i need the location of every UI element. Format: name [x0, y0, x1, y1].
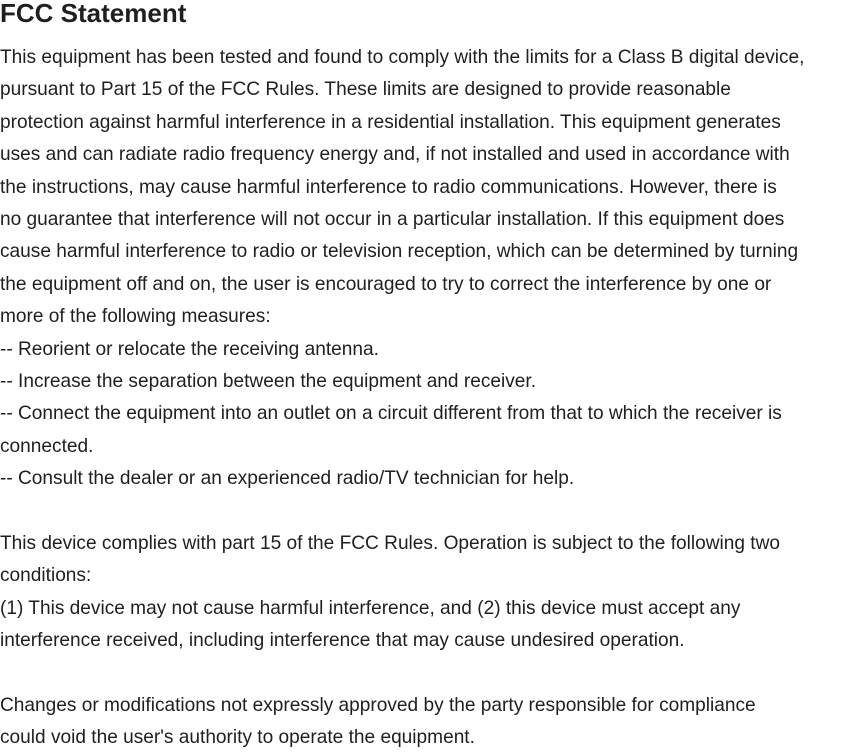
text-line: the instructions, may cause harmful interference to radio communications. However, there is	[0, 176, 777, 198]
measure-item: -- Reorient or relocate the receiving antenna.	[0, 338, 379, 360]
text-line: (1) This device may not cause harmful interference, and (2) this device must accept any	[0, 597, 741, 619]
paragraph-spacer	[0, 495, 868, 527]
interference-measures-list	[0, 334, 868, 496]
paragraph-spacer	[0, 657, 868, 689]
text-line: uses and can radiate radio frequency energy and, if not installed and used in accordance with	[0, 144, 790, 166]
measure-item-continued: connected.	[0, 435, 94, 457]
text-line: more of the following measures:	[0, 306, 271, 328]
text-line: pursuant to Part 15 of the FCC Rules. These limits are designed to provide reasonable	[0, 79, 731, 101]
text-line: no guarantee that interference will not occur in a particular installation. If this equipment does	[0, 208, 785, 230]
measure-item: -- Consult the dealer or an experienced radio/TV technician for help.	[0, 468, 575, 490]
text-line: interference received, including interference that may cause undesired operation.	[0, 630, 685, 652]
document-title: FCC Statement	[0, 0, 187, 28]
part15-conditions-paragraph	[0, 528, 868, 658]
modifications-warning-paragraph	[0, 690, 868, 755]
text-line: This equipment has been tested and found to comply with the limits for a Class B digital device,	[0, 47, 805, 68]
text-line: This device complies with part 15 of the FCC Rules. Operation is subject to the following two	[0, 532, 781, 554]
text-line: the equipment off and on, the user is encouraged to try to correct the interference by one or	[0, 273, 772, 295]
measure-item: -- Increase the separation between the equipment and receiver.	[0, 370, 537, 392]
text-line: could void the user's authority to operate the equipment.	[0, 727, 475, 749]
measure-item: -- Connect the equipment into an outlet on a circuit different from that to which the receiver is	[0, 403, 782, 425]
text-line: cause harmful interference to radio or television reception, which can be determined by turning	[0, 241, 799, 263]
compliance-paragraph	[0, 42, 868, 334]
text-line: protection against harmful interference in a residential installation. This equipment generates	[0, 111, 781, 133]
text-line: conditions:	[0, 565, 92, 587]
text-line: Changes or modifications not expressly approved by the party responsible for compliance	[0, 694, 756, 716]
